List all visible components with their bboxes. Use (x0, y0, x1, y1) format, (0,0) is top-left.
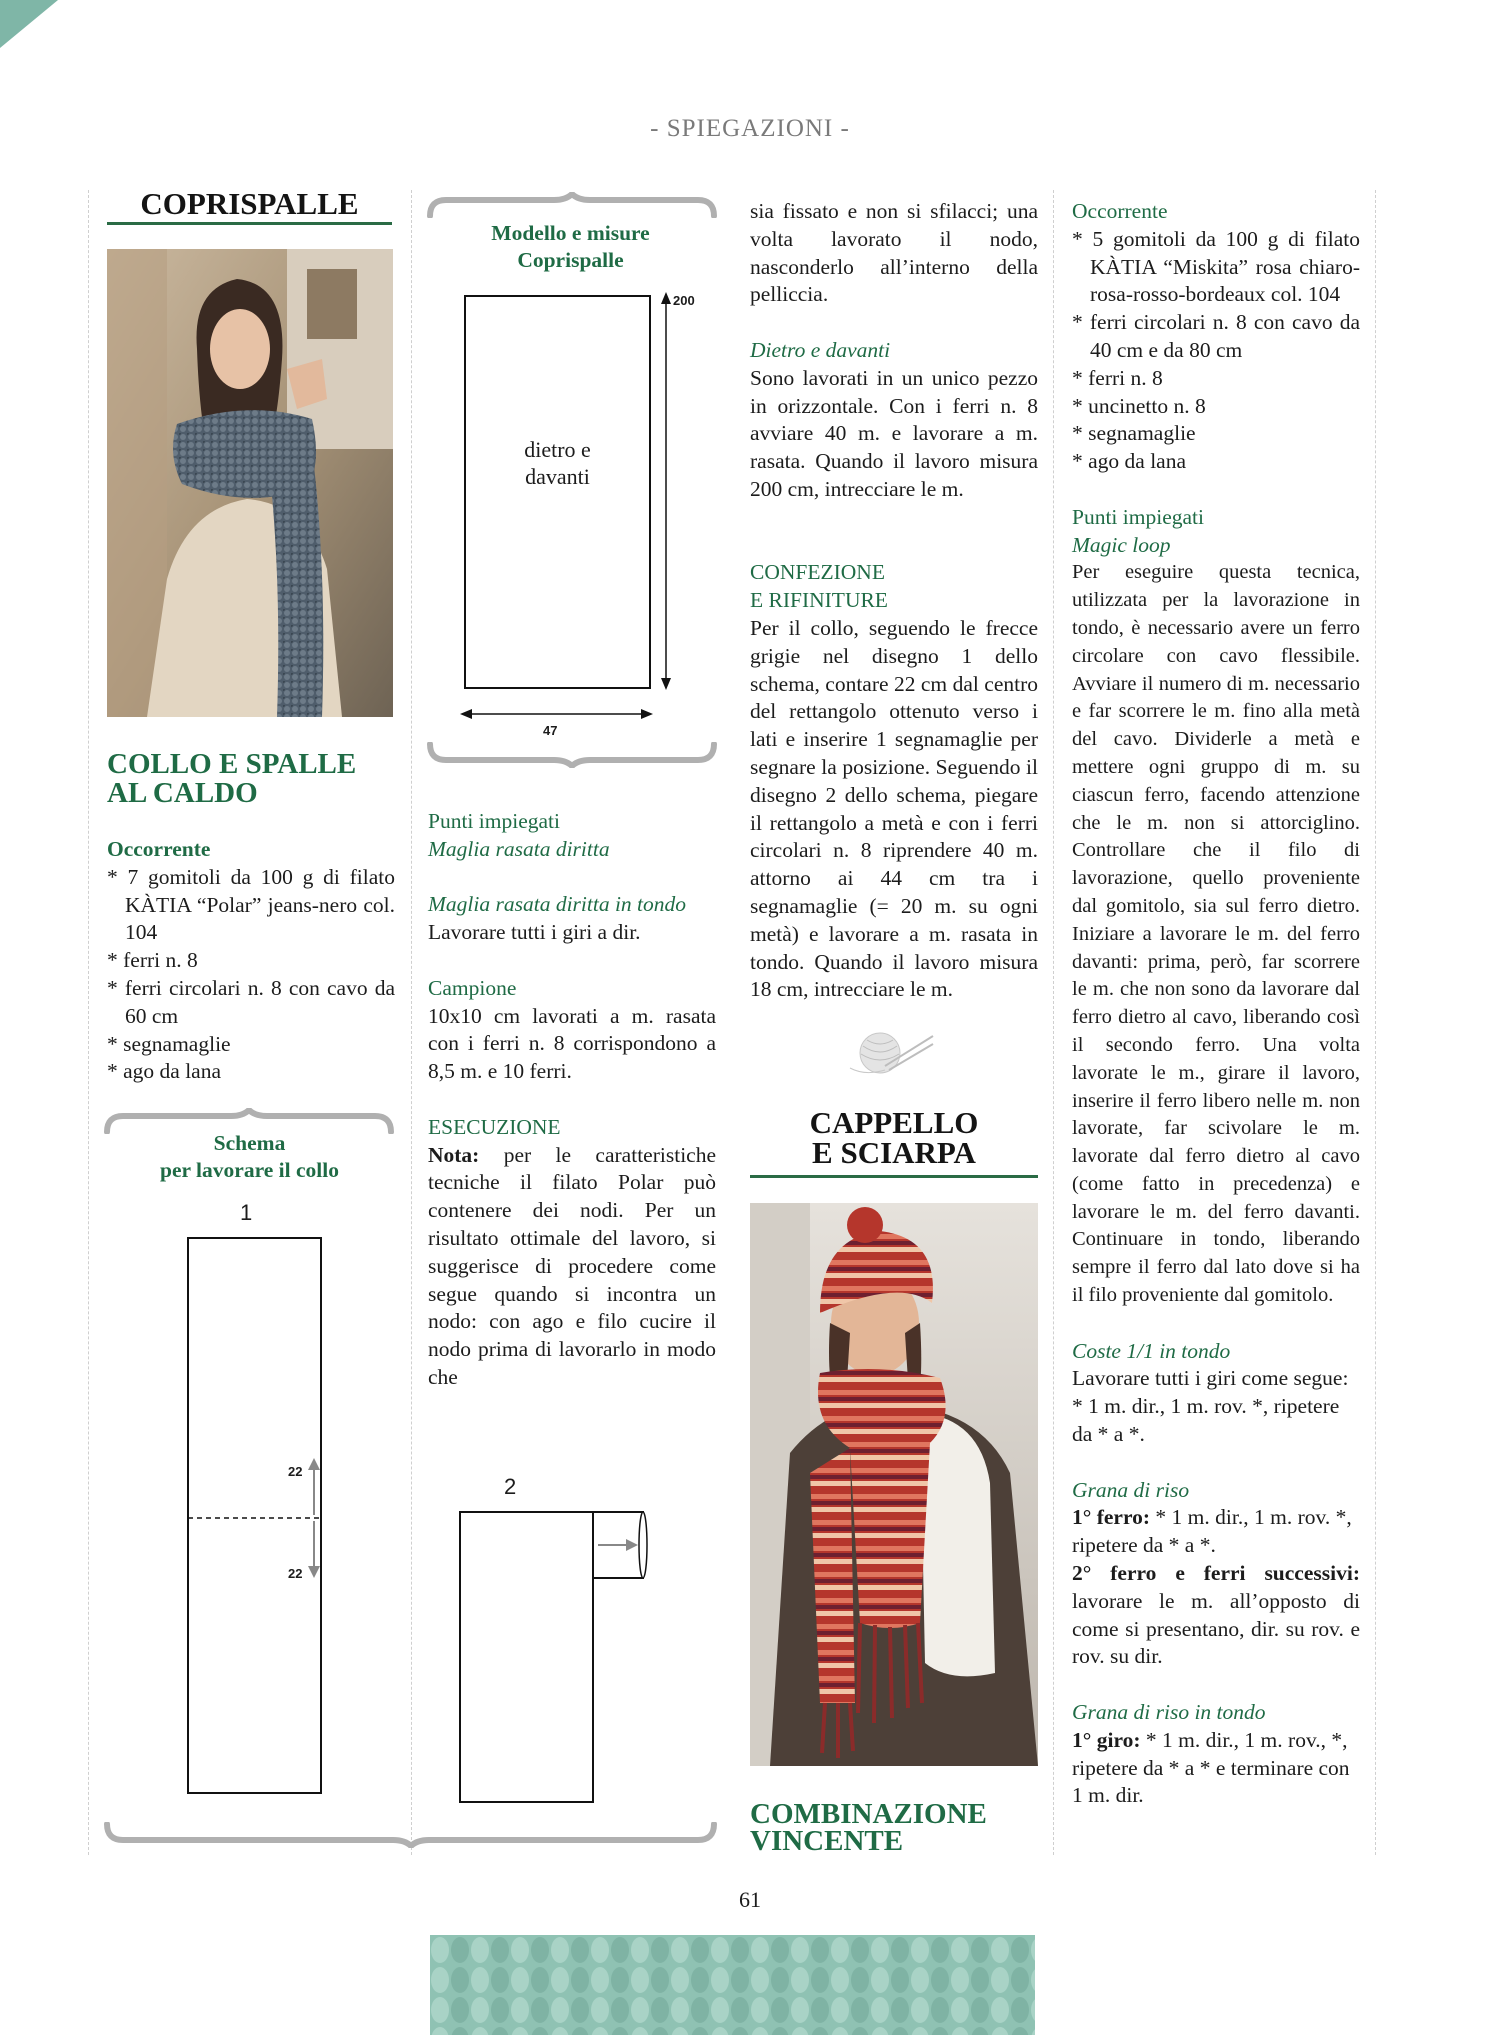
figure-2-label: 2 (504, 1474, 517, 1499)
column-divider (88, 190, 89, 1855)
grana-heading: Grana di riso (1072, 1477, 1190, 1502)
campione-heading: Campione (428, 975, 517, 1000)
figure-1-mark-top: 22 (288, 1464, 303, 1479)
figure-1-diagram (186, 1236, 326, 1801)
occorrente-heading: Occorrente (107, 837, 211, 861)
dietro-heading: Dietro e davanti (750, 337, 891, 362)
page-header: - SPIEGAZIONI - (650, 115, 850, 142)
corner-decoration (0, 0, 58, 48)
model-caption: Modello e misure Coprispalle (491, 221, 650, 272)
col3-text (750, 198, 1038, 1004)
magic-loop-heading: Magic loop (1072, 532, 1171, 557)
col2-text (428, 808, 716, 1392)
grana-tondo-row (1072, 1727, 1360, 1810)
column-divider (1053, 190, 1054, 1855)
column-divider (411, 190, 412, 1855)
grana-row-2-label: 2° ferro e ferri successivi: (1072, 1561, 1360, 1586)
materials-item: * segnamaglie (107, 1031, 231, 1056)
materials-item: * ago da lana (107, 1059, 222, 1084)
grana-row-1-text: * 1 m. dir., 1 m. rov. *, ripetere da * a *. (1072, 1505, 1352, 1558)
confezione-heading: CONFEZIONE E RIFINITURE (750, 560, 888, 613)
title-rule (750, 1175, 1038, 1178)
grana-tondo-text: * 1 m. dir., 1 m. rov., *, ripetere da * a * e terminare con 1 m. dir. (1072, 1727, 1350, 1808)
materials-item: * ago da lana (1072, 449, 1187, 474)
grana-tondo-label: 1° giro: (1072, 1727, 1141, 1752)
grana-row-2-text: lavorare le m. all’opposto di come si presentano, dir. su rov. e rov. su dir. (1072, 1588, 1360, 1669)
occorrente-heading: Occorrente (1072, 199, 1168, 223)
nota-text: per le caratteristiche tecniche il filato Polar può contenere dei nodi. Per un risultato ottimale del lavoro, si suggerisce di procedere come segue quando si incontra un nodo: con ago e filo cucire il nodo prima di lavorarlo in modo che (428, 1142, 716, 1389)
tondo-text: Lavorare tutti i giri a dir. (428, 920, 641, 945)
bracket-bottom-wide (103, 1822, 718, 1848)
materials-item: * ferri n. 8 (107, 948, 198, 973)
rect-label: dietro e davanti (524, 437, 591, 489)
magic-loop-text: Per eseguire questa tecnica, utilizzata per la lavorazione in tondo, è necessario avere un ferro circolare con cavo flessibile. Avviare il numero di m. necessario e far scorrere le m. fino alla metà del cavo. Dividerle a metà e mettere ogni gruppo di m. su ciascun ferro, facendo attenzione che le m. non si attorciglino. Controllare che il filo di lavorazione, quello proveniente dal gomitolo, sia sul ferro dietro. Iniziare a lavorare le m. del ferro davanti: prima, però, far scorrere le m. che non sono da lavorare dal ferro dietro al cavo, liberando così il secondo ferro. Una volta lavorate le m., girare il lavoro, inserire il ferro libero nelle m. non lavorate, far scivolare le m. lavorate dal ferro dietro al cavo (come fatto in precedenza) e lavorare le m. del ferro davanti. Continuare in tondo, liberando sempre il ferro dal lato dove si ha il filo proveniente dal gomitolo. (1072, 561, 1360, 1307)
page-number: 61 (739, 1887, 761, 1912)
continued-text: sia fissato e non si sfilacci; una volta lavorato il nodo, nasconderlo all’interno della pelliccia. (750, 199, 1038, 307)
bracket-top (426, 192, 718, 218)
title-rule (107, 222, 392, 225)
dimension-width: 47 (543, 723, 558, 738)
nota-label: Nota: (428, 1142, 480, 1167)
grana-row-1 (1072, 1504, 1360, 1560)
esecuzione-heading: ESECUZIONE (428, 1114, 561, 1139)
coste-heading: Coste 1/1 in tondo (1072, 1338, 1231, 1363)
materials-item: * ferri n. 8 (1072, 365, 1163, 390)
collo-spalle-subtitle: COLLO E SPALLE AL CALDO (107, 748, 357, 809)
knit-texture-image (430, 1935, 1035, 2035)
coprispalle-title: COPRISPALLE (140, 186, 359, 221)
col4-text (1072, 198, 1360, 1810)
punti-heading: Punti impiegati (428, 809, 560, 833)
cappello-title: CAPPELLO E SCIARPA (809, 1105, 979, 1170)
materials-item: * ferri circolari n. 8 con cavo da 40 cm e da 80 cm (1072, 310, 1360, 362)
figure-1-mark-bottom: 22 (288, 1566, 303, 1581)
grana-row-1-label: 1° ferro: (1072, 1505, 1151, 1530)
dimension-height: 200 (673, 293, 695, 308)
materials-item: * 5 gomitoli da 100 g di filato KÀTIA “Miskita” rosa chiaro-rosa-rosso-bordeaux col. 104 (1072, 226, 1360, 307)
nota-paragraph (428, 1142, 716, 1392)
bracket-bottom (426, 742, 718, 768)
campione-text: 10x10 cm lavorati a m. rasata con i ferri n. 8 corrispondono a 8,5 m. e 10 ferri. (428, 1003, 716, 1084)
punti-sub: Maglia rasata diritta (428, 836, 610, 861)
figure-1-label: 1 (240, 1200, 253, 1225)
tondo-heading: Maglia rasata diritta in tondo (428, 892, 687, 917)
coste-text: Lavorare tutti i giri come segue: * 1 m. dir., 1 m. rov. *, ripetere da * a *. (1072, 1366, 1349, 1447)
punti-heading: Punti impiegati (1072, 504, 1204, 529)
combinazione-subtitle: COMBINAZIONE VINCENTE (750, 1798, 987, 1857)
materials-item: * 7 gomitoli da 100 g di filato KÀTIA “Polar” jeans-nero col. 104 (107, 864, 395, 945)
coprispalle-photo (107, 249, 393, 717)
grana-row-2 (1072, 1560, 1360, 1671)
schema-caption: Schema per lavorare il collo (160, 1131, 339, 1182)
yarn-ball-icon (845, 1028, 935, 1083)
column-divider (1375, 190, 1376, 1855)
materials-item: * segnamaglie (1072, 421, 1196, 446)
confezione-text: Per il collo, seguendo le frecce grigie nel disegno 1 dello schema, contare 22 cm dal centro del rettangolo ottenuto verso i lati e inserire 1 segnamaglie per segnare la posizione. Seguendo il disegno 2 dello schema, piegare il rettangolo a metà e con i ferri circolari n. 8 riprendere 40 m. attorno ai 44 cm tra i segnamaglie (= 20 m. su ogni metà) e lavorare a m. rasata in tondo. Quando il lavoro misura 18 cm, intrecciare le m. (750, 615, 1038, 1002)
coprispalle-diagram (440, 290, 710, 735)
figure-2-diagram (458, 1510, 658, 1815)
col1-occorrente (107, 836, 395, 1086)
dietro-text: Sono lavorati in un unico pezzo in orizzontale. Con i ferri n. 8 avviare 40 m. e lavorare a m. rasata. Quando il lavoro misura 200 cm, intrecciare le m. (750, 365, 1038, 501)
grana-tondo-heading: Grana di riso in tondo (1072, 1700, 1266, 1725)
materials-item: * ferri circolari n. 8 con cavo da 60 cm (107, 975, 395, 1028)
materials-item: * uncinetto n. 8 (1072, 393, 1206, 418)
cappello-photo (750, 1203, 1038, 1766)
